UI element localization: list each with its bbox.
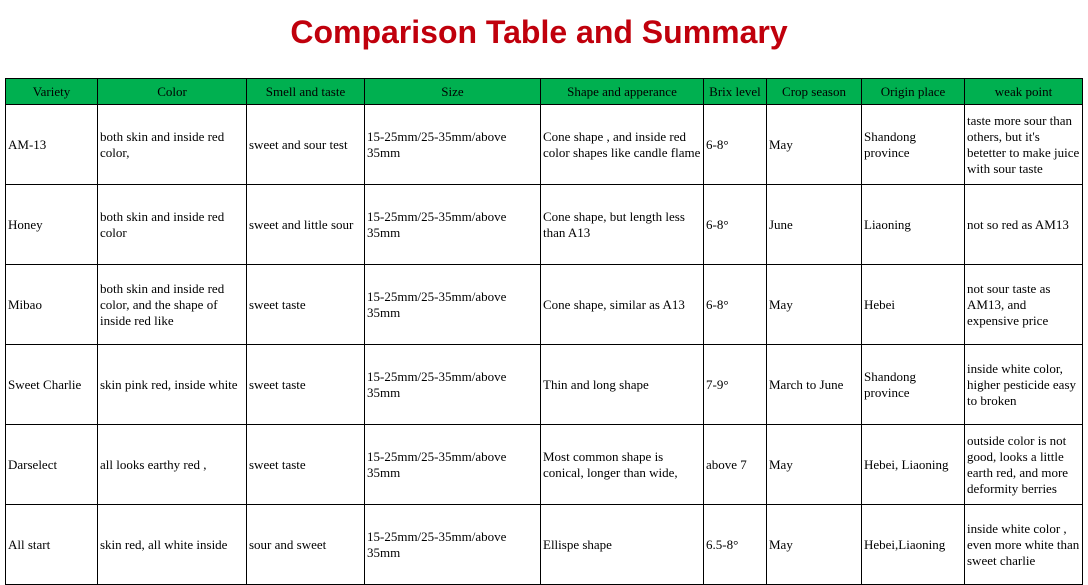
cell-color: all looks earthy red , <box>98 425 247 505</box>
cell-smell-and-taste: sweet and little sour <box>247 185 365 265</box>
cell-shape: Most common shape is conical, longer than wide, <box>541 425 704 505</box>
cell-shape: Cone shape , and inside red color shapes like candle flame <box>541 105 704 185</box>
cell-crop-season: June <box>767 185 862 265</box>
cell-weak-point: inside white color, higher pesticide easy to broken <box>965 345 1083 425</box>
header-size: Size <box>365 79 541 105</box>
cell-shape: Cone shape, but length less than A13 <box>541 185 704 265</box>
header-variety: Variety <box>6 79 98 105</box>
comparison-table <box>5 78 1083 585</box>
cell-variety: Sweet Charlie <box>6 345 98 425</box>
cell-variety: Honey <box>6 185 98 265</box>
cell-origin-place: Shandong province <box>862 105 965 185</box>
cell-color: both skin and inside red color <box>98 185 247 265</box>
table-row <box>6 505 1083 585</box>
cell-weak-point: outside color is not good, looks a little earth red, and more deformity berries <box>965 425 1083 505</box>
cell-size: 15-25mm/25-35mm/above 35mm <box>365 425 541 505</box>
cell-variety: Mibao <box>6 265 98 345</box>
header-weak-point: weak point <box>965 79 1083 105</box>
cell-crop-season: May <box>767 105 862 185</box>
cell-smell-and-taste: sour and sweet <box>247 505 365 585</box>
table-row <box>6 425 1083 505</box>
cell-color: skin pink red, inside white <box>98 345 247 425</box>
cell-shape: Thin and long shape <box>541 345 704 425</box>
cell-crop-season: March to June <box>767 345 862 425</box>
cell-variety: All start <box>6 505 98 585</box>
cell-weak-point: not sour taste as AM13, and expensive price <box>965 265 1083 345</box>
page-title: Comparison Table and Summary <box>290 14 788 50</box>
cell-brix-level: 6-8° <box>704 185 767 265</box>
cell-color: skin red, all white inside <box>98 505 247 585</box>
cell-color: both skin and inside red color, and the shape of inside red like <box>98 265 247 345</box>
cell-shape: Ellispe shape <box>541 505 704 585</box>
table-row <box>6 105 1083 185</box>
cell-size: 15-25mm/25-35mm/above 35mm <box>365 105 541 185</box>
table-row <box>6 345 1083 425</box>
header-brix-level: Brix level <box>704 79 767 105</box>
cell-smell-and-taste: sweet taste <box>247 345 365 425</box>
cell-weak-point: taste more sour than others, but it's betetter to make juice with sour taste <box>965 105 1083 185</box>
cell-shape: Cone shape, similar as A13 <box>541 265 704 345</box>
header-color: Color <box>98 79 247 105</box>
cell-origin-place: Hebei <box>862 265 965 345</box>
cell-brix-level: 6-8° <box>704 265 767 345</box>
cell-origin-place: Hebei,Liaoning <box>862 505 965 585</box>
cell-weak-point: inside white color , even more white than sweet charlie <box>965 505 1083 585</box>
cell-weak-point: not so red as AM13 <box>965 185 1083 265</box>
cell-origin-place: Liaoning <box>862 185 965 265</box>
cell-crop-season: May <box>767 425 862 505</box>
table-row <box>6 185 1083 265</box>
cell-smell-and-taste: sweet taste <box>247 425 365 505</box>
cell-size: 15-25mm/25-35mm/above 35mm <box>365 505 541 585</box>
cell-smell-and-taste: sweet taste <box>247 265 365 345</box>
header-origin-place: Origin place <box>862 79 965 105</box>
cell-brix-level: above 7 <box>704 425 767 505</box>
cell-crop-season: May <box>767 265 862 345</box>
header-smell-and-taste: Smell and taste <box>247 79 365 105</box>
cell-variety: Darselect <box>6 425 98 505</box>
cell-size: 15-25mm/25-35mm/above 35mm <box>365 345 541 425</box>
cell-crop-season: May <box>767 505 862 585</box>
cell-variety: AM-13 <box>6 105 98 185</box>
cell-color: both skin and inside red color, <box>98 105 247 185</box>
cell-brix-level: 6-8° <box>704 105 767 185</box>
header-crop-season: Crop season <box>767 79 862 105</box>
header-shape-and-appearance: Shape and apperance <box>541 79 704 105</box>
cell-origin-place: Hebei, Liaoning <box>862 425 965 505</box>
cell-brix-level: 7-9° <box>704 345 767 425</box>
cell-size: 15-25mm/25-35mm/above 35mm <box>365 265 541 345</box>
cell-brix-level: 6.5-8° <box>704 505 767 585</box>
table-row <box>6 265 1083 345</box>
cell-origin-place: Shandong province <box>862 345 965 425</box>
cell-size: 15-25mm/25-35mm/above 35mm <box>365 185 541 265</box>
table-header-row <box>6 79 1083 105</box>
cell-smell-and-taste: sweet and sour test <box>247 105 365 185</box>
